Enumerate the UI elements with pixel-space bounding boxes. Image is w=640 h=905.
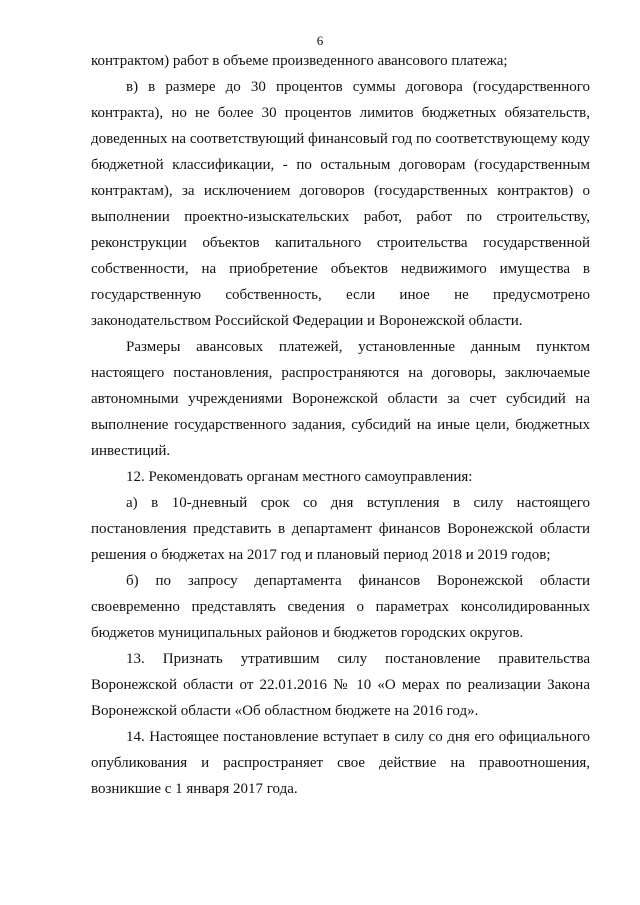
document-body xyxy=(91,48,590,802)
paragraph-advance-payments: Размеры авансовых платежей, установленные данным пунктом настоящего постановления, распространяются на договоры, заключаемые автономными учреждениями Воронежской области за счет субсидий на выполнение государственного задания, субсидий на иные цели, бюджетных инвестиций. xyxy=(91,339,590,459)
paragraph-subitem-a: а) в 10-дневный срок со дня вступления в силу настоящего постановления представить в департамент финансов Воронежской области решения о бюджетах на 2017 год и плановый период 2018 и 2019 годов; xyxy=(91,495,590,563)
paragraph-item-14: 14. Настоящее постановление вступает в силу со дня его официального опубликования и распространяет свое действие на правоотношения, возникшие с 1 января 2017 года. xyxy=(91,729,590,797)
paragraph-subitem-v: в) в размере до 30 процентов суммы договора (государственного контракта), но не более 30 процентов лимитов бюджетных обязательств, доведенных на соответствующий финансовый год по соответствующему коду бюджетной классификации, - по остальным договорам (государственным контрактам), за исключением договоров (государственных контрактов) о выполнении проектно-изыскательских работ, работ по строительству, реконструкции объектов капитального строительства государственной собственности, на приобретение объектов недвижимого имущества в государственную собственность, если иное не предусмотрено законодательством Российской Федерации и Воронежской области. xyxy=(91,79,590,329)
paragraph-subitem-b: б) по запросу департамента финансов Воронежской области своевременно представлять сведения о параметрах консолидированных бюджетов муниципальных районов и бюджетов городских округов. xyxy=(91,573,590,641)
paragraph-item-13: 13. Признать утратившим силу постановление правительства Воронежской области от 22.01.2016 № 10 «О мерах по реализации Закона Воронежской области «Об областном бюджете на 2016 год». xyxy=(91,651,590,719)
paragraph-continuation: контрактом) работ в объеме произведенного авансового платежа; xyxy=(91,53,508,69)
paragraph-item-12: 12. Рекомендовать органам местного самоуправления: xyxy=(126,469,473,485)
page-number: 6 xyxy=(316,33,324,48)
